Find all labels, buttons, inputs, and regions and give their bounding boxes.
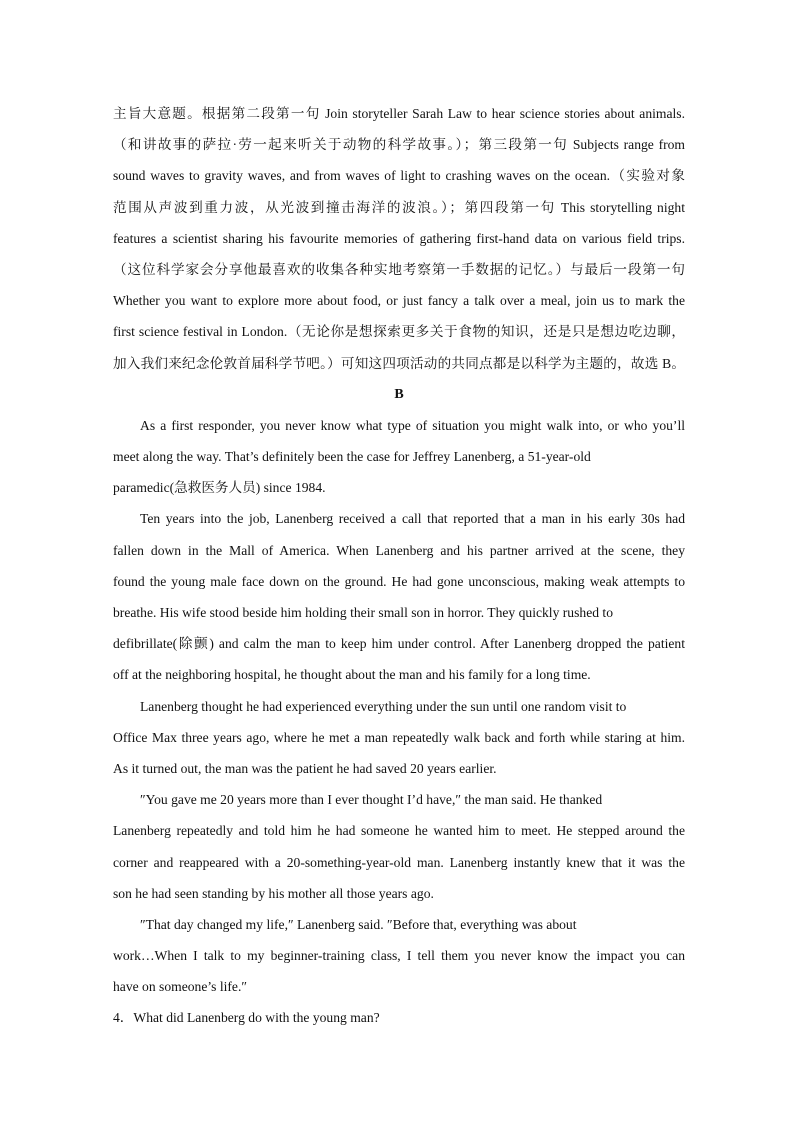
- passage-line: breathe. His wife stood beside him holding their small son in horror. They quickly rushed to: [113, 605, 613, 620]
- passage-line: work…When I talk to my beginner-training class, I tell them you never know the impact you can: [113, 948, 685, 964]
- passage-line: ″You gave me 20 years more than I ever thought I’d have,″ the man said. He thanked: [140, 792, 603, 808]
- passage-line: As it turned out, the man was the patient he had saved 20 years earlier.: [113, 760, 497, 776]
- passage-line: son he had seen standing by his mother all those years ago.: [113, 885, 434, 901]
- passage-line: ″That day changed my life,″ Lanenberg said. ″Before that, everything was about: [140, 916, 577, 932]
- question-4: 4．What did Lanenberg do with the young man?: [113, 1010, 380, 1026]
- passage-line: Lanenberg thought he had experienced everything under the sun until one random visit to: [140, 698, 627, 714]
- passage-line: Ten years into the job, Lanenberg received a call that reported that a man in his early 30s had: [140, 511, 685, 527]
- explanation-line: Whether you want to explore more about food, or just fancy a talk over a meal, join us to mark the: [113, 293, 685, 309]
- passage-line: corner and reappeared with a 20-something-year-old man. Lanenberg instantly knew that it was the: [113, 854, 685, 870]
- passage-line: defibrillate(除颤) and calm the man to keep him under control. After Lanenberg dropped the patient: [113, 636, 685, 652]
- explanation-line: first science festival in London.（无论你是想探索更多关于食物的知识，还是只是想边吃边聊，: [113, 324, 685, 340]
- passage-line: paramedic(急救医务人员) since 1984.: [113, 480, 326, 496]
- passage-line: off at the neighboring hospital, he thought about the man and his family for a long time.: [113, 667, 591, 683]
- passage-line: Office Max three years ago, where he met a man repeatedly walk back and forth while staring at him.: [113, 729, 685, 745]
- passage-line: Lanenberg repeatedly and told him he had someone he wanted him to meet. He stepped around the: [113, 823, 685, 839]
- passage-line: found the young male face down on the ground. He had gone unconscious, making weak attempts to: [113, 573, 685, 589]
- passage-line: have on someone’s life.″: [113, 979, 248, 995]
- explanation-line: 加入我们来纪念伦敦首届科学节吧。）可知这四项活动的共同点都是以科学为主题的，故选 B。: [113, 355, 685, 371]
- explanation-line: （和讲故事的萨拉·劳一起来听关于动物的科学故事。）；第三段第一句 Subjects range from: [113, 137, 685, 153]
- section-heading: B: [394, 386, 404, 402]
- explanation-block: [113, 98, 685, 379]
- explanation-line: 范围从声波到重力波，从光波到撞击海洋的波浪。）；第四段第一句 This storytelling night: [113, 199, 685, 215]
- passage-body: [113, 410, 685, 1003]
- explanation-line: 主旨大意题。根据第二段第一句 Join storyteller Sarah Law to hear science stories about animals.: [113, 106, 685, 121]
- passage-line: meet along the way. That’s definitely been the case for Jeffrey Lanenberg, a 51-year-old: [113, 449, 591, 465]
- passage-line: As a first responder, you never know what type of situation you might walk into, or who you’ll: [140, 417, 685, 433]
- passage-line: fallen down in the Mall of America. When Lanenberg and his partner arrived at the scene, they: [113, 542, 685, 558]
- explanation-line: sound waves to gravity waves, and from waves of light to crashing waves on the ocean.（实验对象: [113, 168, 685, 184]
- explanation-line: features a scientist sharing his favourite memories of gathering first-hand data on various field trips.: [113, 230, 685, 246]
- explanation-line: （这位科学家会分享他最喜欢的收集各种实地考察第一手数据的记忆。）与最后一段第一句: [113, 261, 685, 277]
- document-page: [113, 98, 685, 1034]
